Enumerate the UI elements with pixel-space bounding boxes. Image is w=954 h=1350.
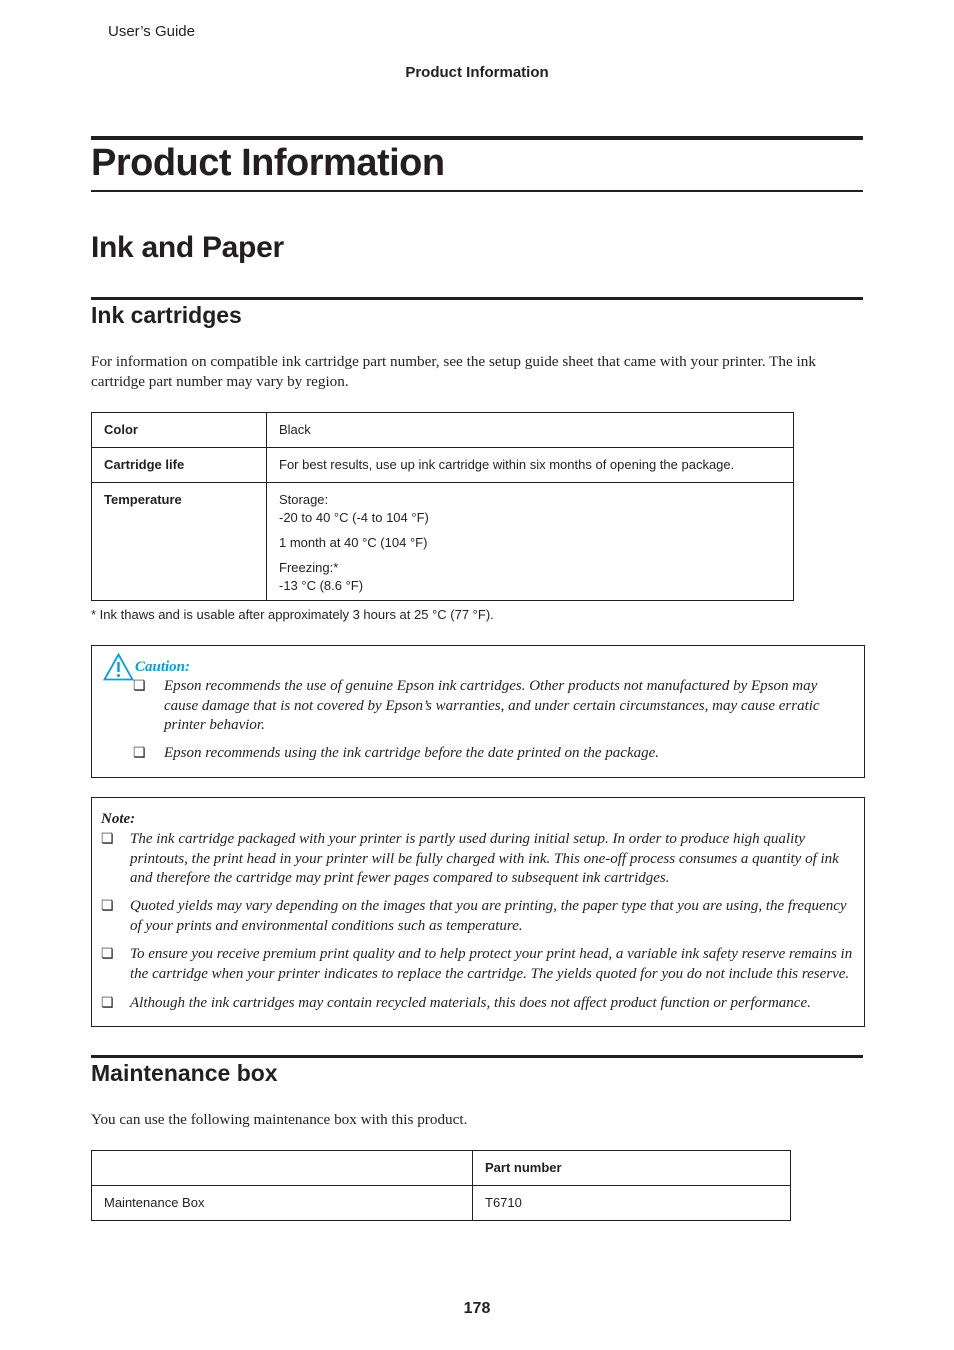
table-cell-value: For best results, use up ink cartridge within six months of opening the package. (267, 448, 794, 483)
freezing-label: Freezing:* (279, 560, 339, 575)
table-header-cell (92, 1151, 473, 1186)
text-line: cause damage that is not covered by Epson’s warranties, and under certain circumstances, may cause erratic (164, 697, 820, 714)
ink-cartridges-heading: Ink cartridges (91, 302, 242, 328)
running-header: User’s Guide (108, 23, 195, 40)
maintenance-intro: You can use the following maintenance box with this product. (91, 1111, 468, 1128)
table-cell-label: Color (92, 413, 267, 448)
bullet-icon: ❏ (133, 679, 146, 694)
text-line: printer behavior. (164, 717, 265, 733)
table-header-row (92, 1151, 791, 1186)
caution-item (164, 744, 659, 764)
table-header-cell: Part number (473, 1151, 791, 1186)
h1-bottom-rule (91, 190, 863, 192)
table-cell-value (267, 483, 794, 601)
table-cell-value: Black (267, 413, 794, 448)
storage-range: -20 to 40 °C (-4 to 104 °F) (279, 510, 429, 525)
text-line: Epson recommends the use of genuine Epson ink cartridges. Other products not manufactured by Epson may (164, 678, 818, 694)
page-title: Product Information (91, 142, 445, 184)
maintenance-box-rule (91, 1055, 863, 1058)
table-row (92, 483, 794, 601)
warning-triangle-icon (103, 653, 134, 681)
freezing-block (279, 559, 781, 595)
note-item (130, 830, 839, 889)
note-item (130, 994, 811, 1014)
chapter-heading: Ink and Paper (91, 231, 284, 264)
note-item (130, 897, 847, 936)
table-row (92, 448, 794, 483)
caution-title: Caution: (135, 659, 191, 675)
section-header: Product Information (405, 64, 549, 81)
note-title: Note: (101, 811, 136, 827)
maintenance-box-heading: Maintenance box (91, 1060, 278, 1086)
text-line: of your prints and environmental conditions such as temperature. (130, 917, 523, 934)
text-line: and therefore the cartridge may print fewer pages compared to subsequent ink cartridges. (130, 870, 670, 886)
text-line: printouts, the print head in your printer will be fully charged with ink. This one-off process consumes a quantity of ink (130, 850, 839, 867)
bullet-icon: ❏ (101, 832, 114, 847)
caution-box (91, 645, 865, 778)
footnote: * Ink thaws and is usable after approximately 3 hours at 25 °C (77 °F). (91, 607, 494, 622)
bullet-icon: ❏ (101, 996, 114, 1011)
table-row (92, 1186, 791, 1221)
bullet-icon: ❏ (133, 746, 146, 761)
text-line: the cartridge when your printer indicates to replace the cartridge. The yields quoted for you do not include this reserve. (130, 965, 850, 982)
h1-top-rule (91, 136, 863, 140)
bullet-icon: ❏ (101, 899, 114, 914)
text-line: Epson recommends using the ink cartridge before the date printed on the package. (164, 745, 660, 761)
text-line: The ink cartridge packaged with your printer is partly used during initial setup. In order to produce high quality (130, 831, 806, 847)
text-line: Although the ink cartridges may contain recycled materials, this does not affect product function or performance. (130, 995, 811, 1011)
freezing-value: -13 °C (8.6 °F) (279, 578, 364, 593)
storage-month: 1 month at 40 °C (104 °F) (279, 535, 428, 550)
note-item (130, 945, 852, 984)
storage-label: Storage: (279, 492, 329, 507)
table-cell: Maintenance Box (92, 1186, 473, 1221)
bullet-icon: ❏ (101, 947, 114, 962)
page-number: 178 (463, 1300, 491, 1317)
text-line: To ensure you receive premium print quality and to help protect your print head, a variable ink safety reserve remains in (130, 946, 853, 962)
text-line: Quoted yields may vary depending on the images that you are printing, the paper type that you are using, the frequency (130, 898, 847, 914)
maintenance-box-table (91, 1150, 791, 1221)
table-cell-label: Cartridge life (92, 448, 267, 483)
storage-block (279, 491, 781, 527)
note-box (91, 797, 865, 1027)
ink-cartridges-intro: For information on compatible ink cartridge part number, see the setup guide sheet that came with your printer. The ink cartridge part number may vary by region. (91, 353, 816, 390)
table-cell: T6710 (473, 1186, 791, 1221)
table-row (92, 413, 794, 448)
table-cell-label: Temperature (92, 483, 267, 601)
caution-item (164, 677, 820, 736)
ink-cartridges-rule (91, 297, 863, 300)
ink-cartridge-spec-table (91, 412, 794, 601)
